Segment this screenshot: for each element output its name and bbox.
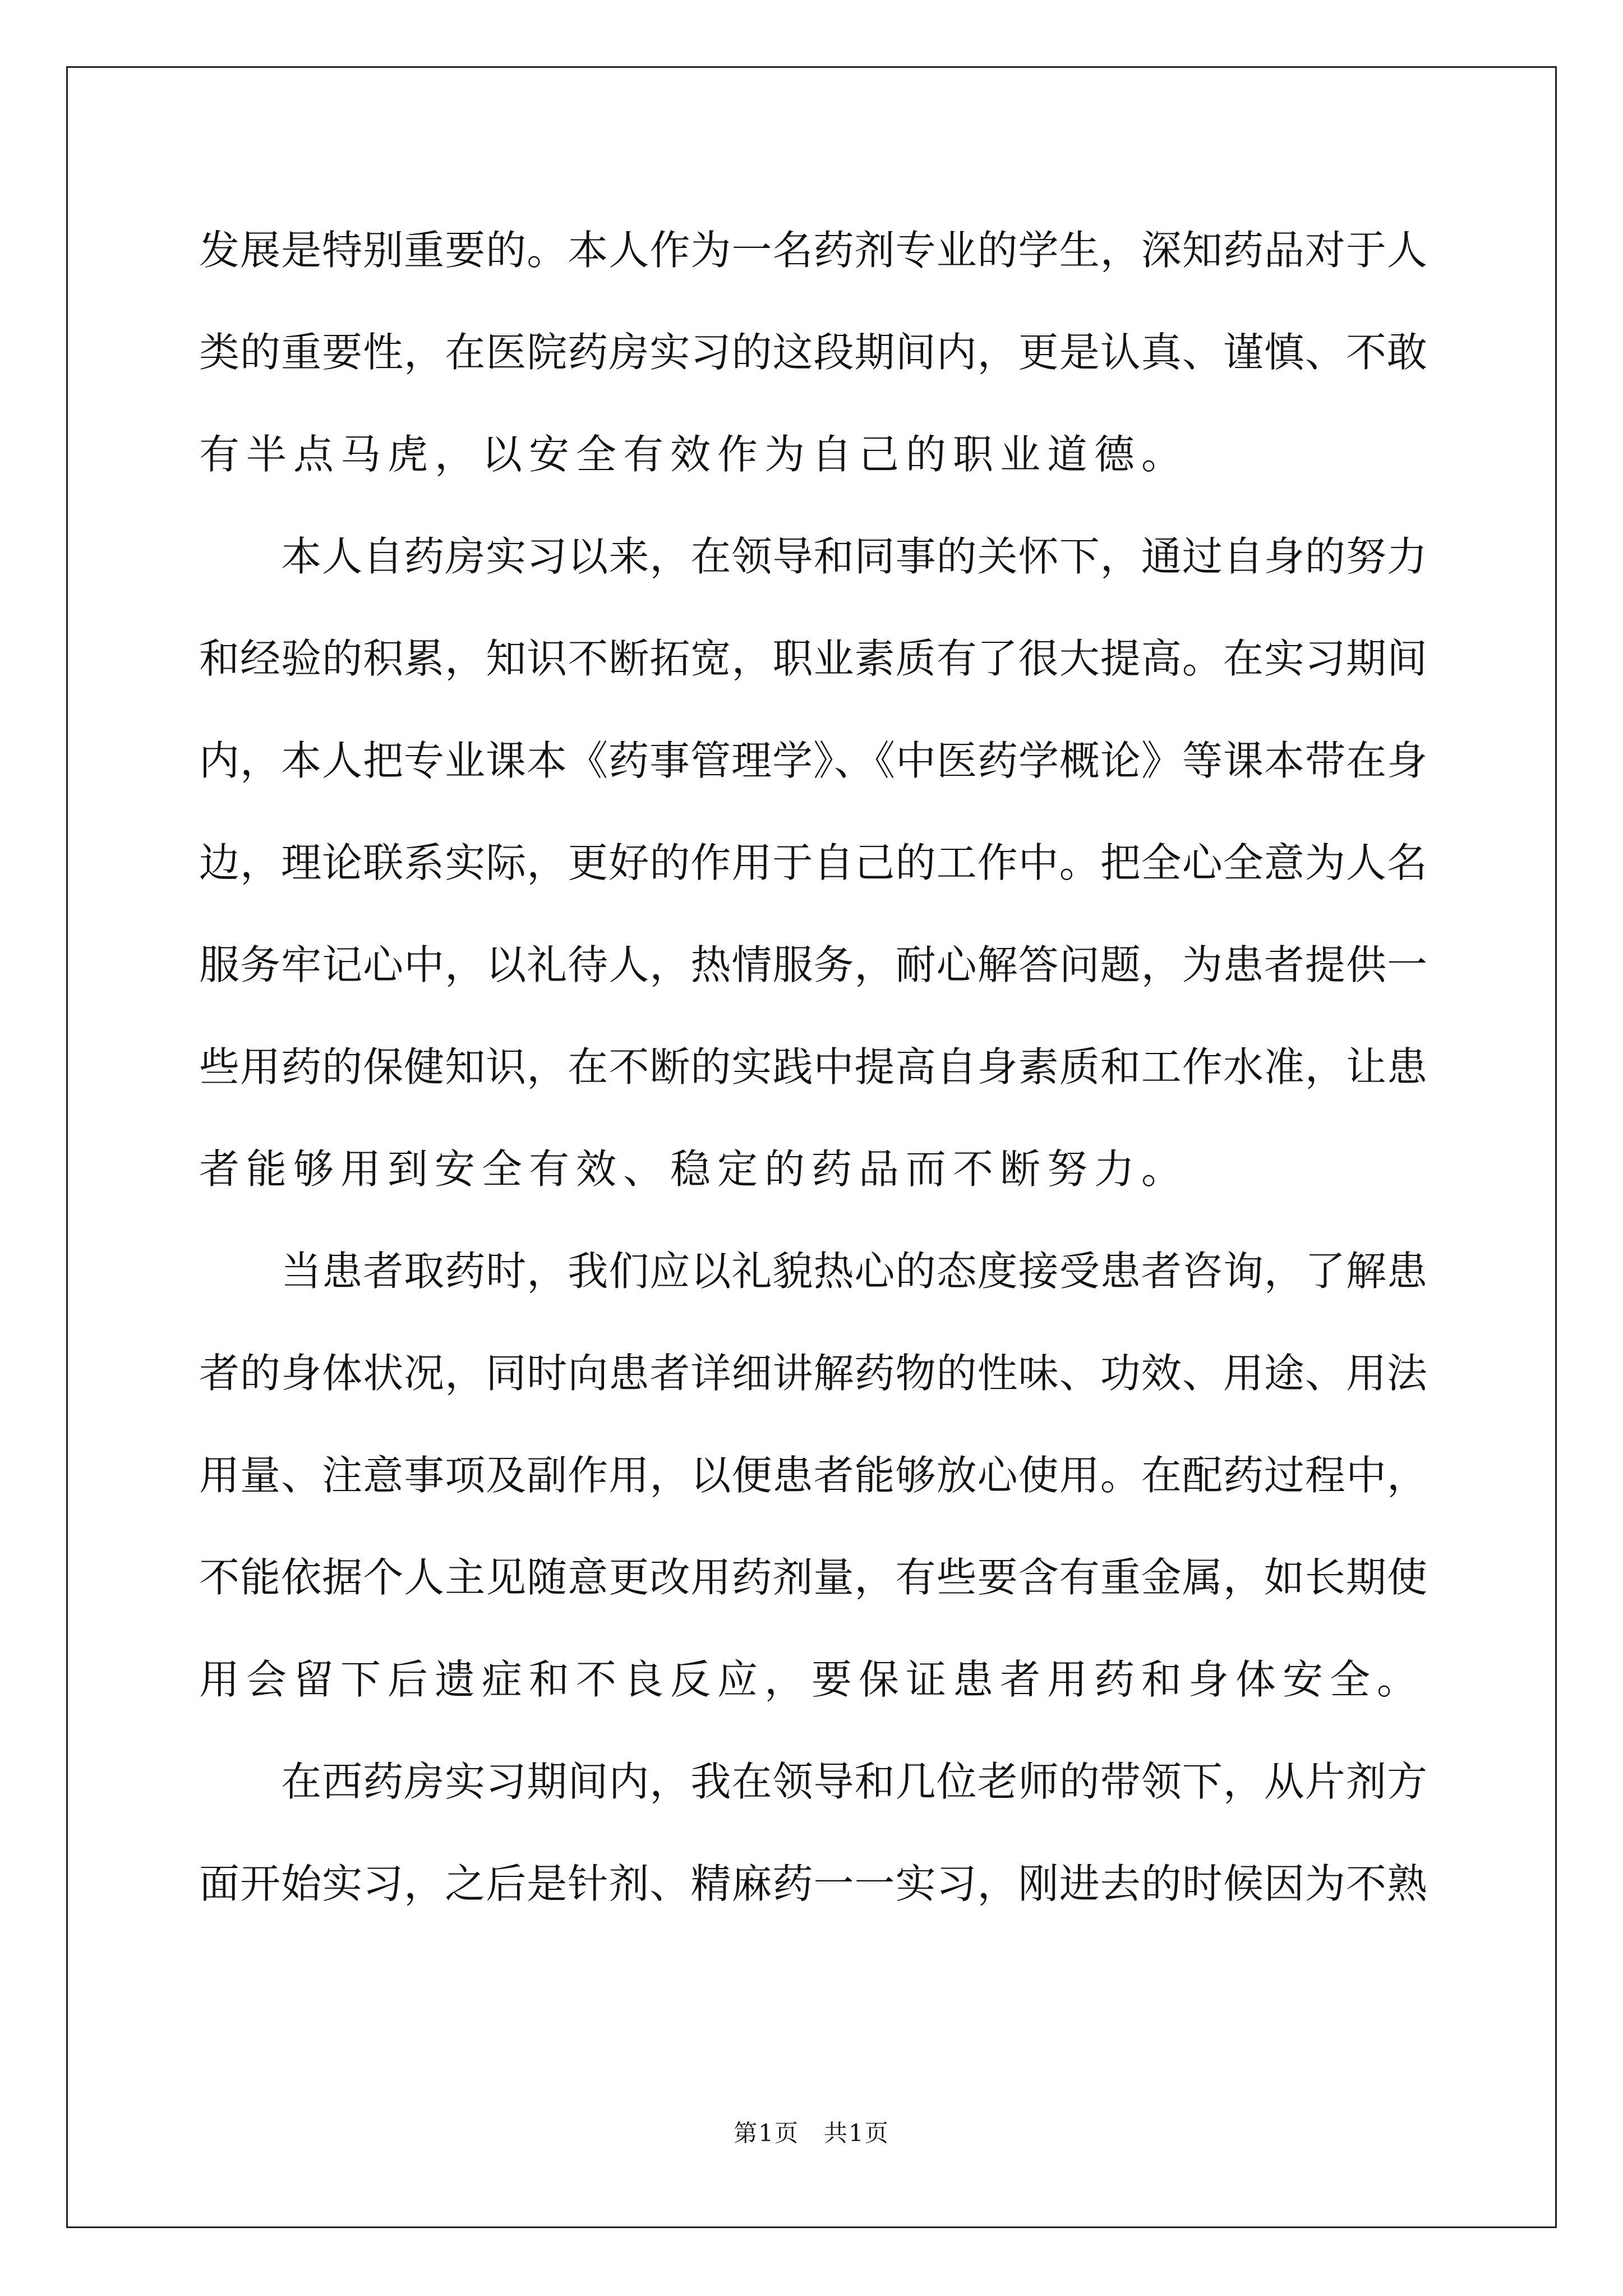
text-line: 者能够用到安全有效、稳定的药品而不断努力。 (199, 1145, 1189, 1193)
text-line: 发展是特别重要的。本人作为一名药剂专业的学生，深知药品对于人 (199, 227, 1427, 274)
text-line: 类的重要性，在医院药房实习的这段期间内，更是认真、谨慎、不敢 (199, 329, 1427, 376)
text-line: 面开始实习，之后是针剂、精麻药一一实习，刚进去的时候因为不熟 (199, 1860, 1427, 1907)
page-footer: 第1页 共1页 (734, 2119, 889, 2147)
text-line: 当患者取药时，我们应以礼貌热心的态度接受患者咨询，了解患 (199, 1248, 1427, 1295)
text-line: 用会留下后遗症和不良反应，要保证患者用药和身体安全。 (199, 1656, 1424, 1703)
text-line: 在西药房实习期间内，我在领导和几位老师的带领下，从片剂方 (199, 1758, 1427, 1805)
text-line: 些用药的保健知识，在不断的实践中提高自身素质和工作水准，让患 (199, 1043, 1427, 1091)
text-line: 内，本人把专业课本《药事管理学》、《中医药学概论》等课本带在身 (199, 737, 1427, 784)
text-line: 者的身体状况，同时向患者详细讲解药物的性味、功效、用途、用法 (199, 1350, 1427, 1397)
text-line: 不能依据个人主见随意更改用药剂量，有些要含有重金属，如长期使 (199, 1554, 1427, 1601)
document-body (199, 199, 1427, 1935)
text-line: 边，理论联系实际，更好的作用于自己的工作中。把全心全意为人名 (199, 839, 1427, 886)
text-line: 用量、注意事项及副作用，以便患者能够放心使用。在配药过程中， (199, 1452, 1427, 1499)
text-line: 本人自药房实习以来，在领导和同事的关怀下，通过自身的努力 (199, 533, 1427, 580)
text-line: 和经验的积累，知识不断拓宽，职业素质有了很大提高。在实习期间 (199, 635, 1427, 682)
text-line: 有半点马虎，以安全有效作为自己的职业道德。 (199, 431, 1189, 478)
text-line: 服务牢记心中，以礼待人，热情服务，耐心解答问题，为患者提供一 (199, 941, 1427, 988)
